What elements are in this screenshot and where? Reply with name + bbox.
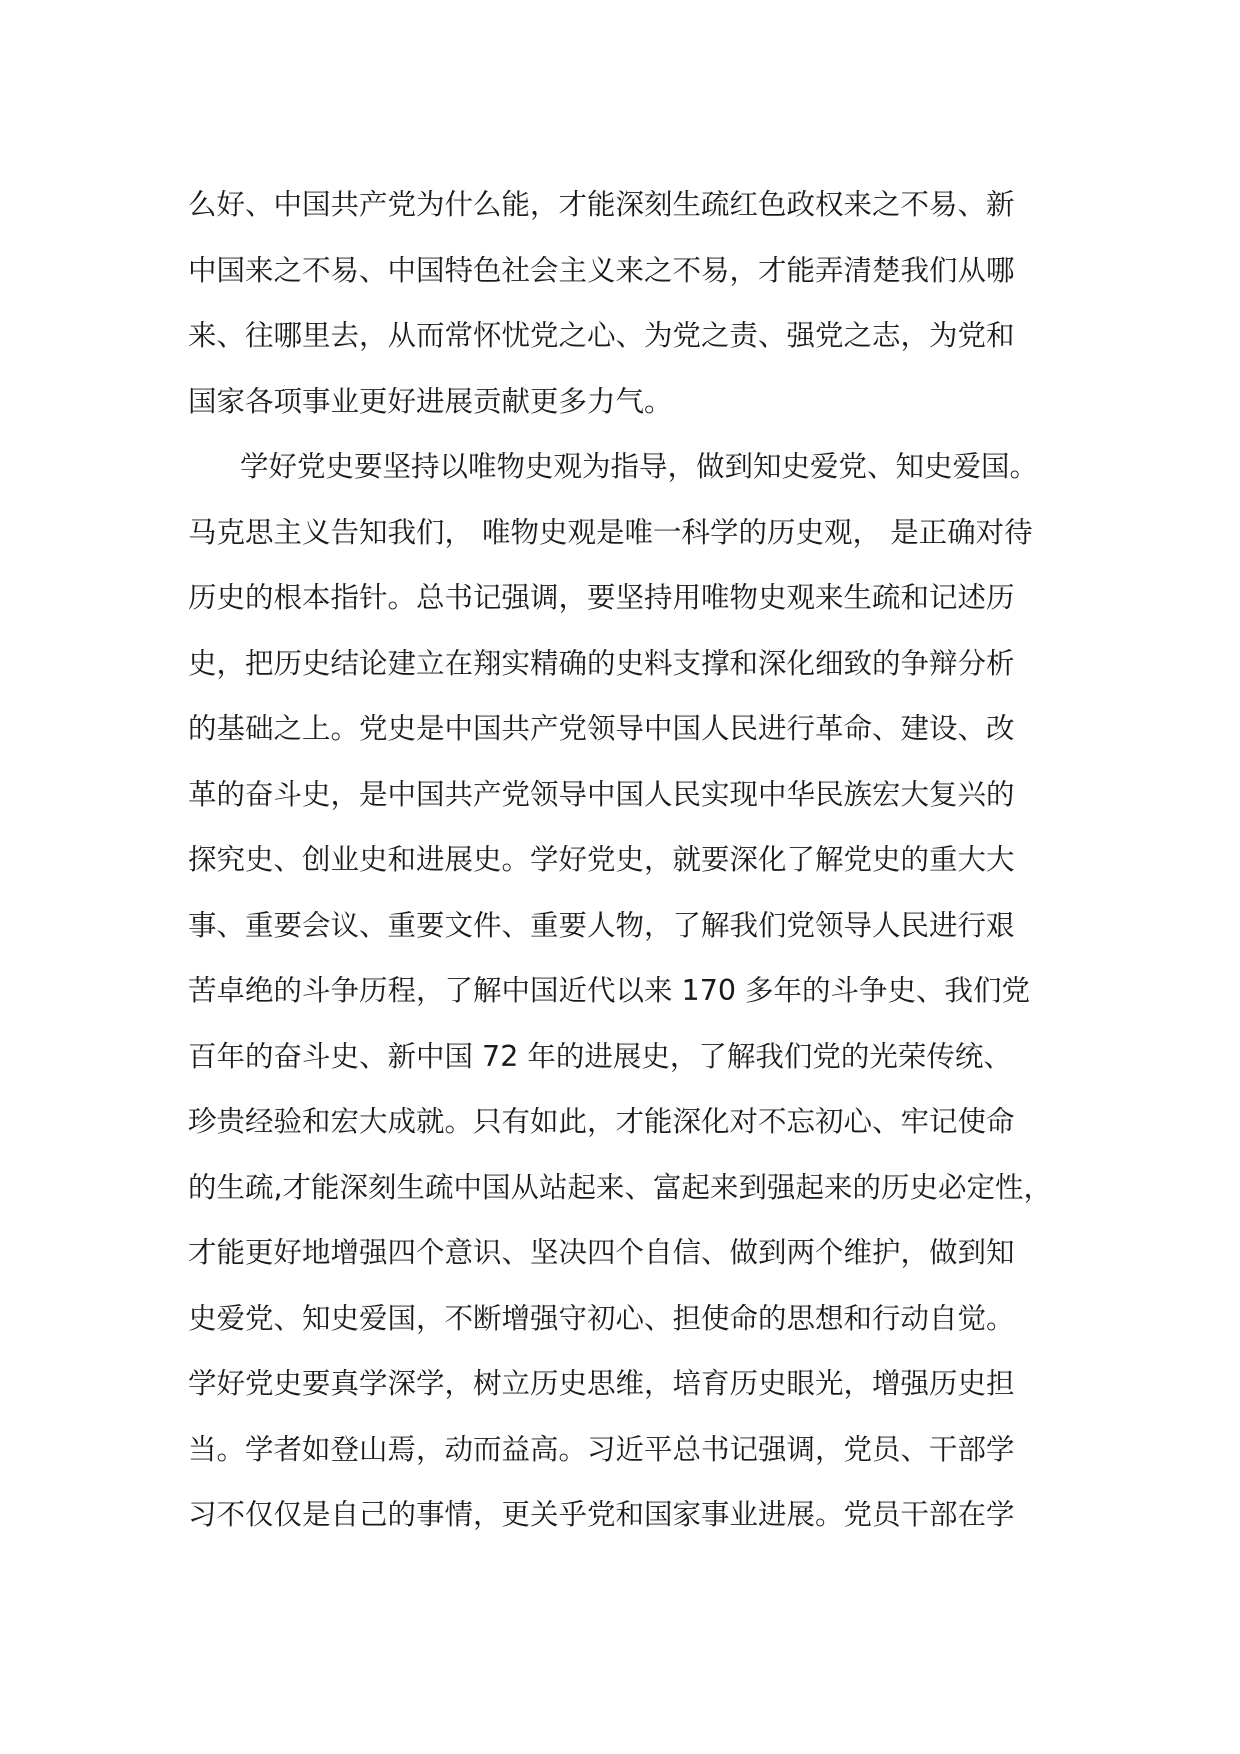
text-line: 珍贵经验和宏大成就。只有如此，才能深化对不忘初心、牢记使命 xyxy=(188,1105,1015,1138)
text-line: 探究史、创业史和进展史。学好党史，就要深化了解党史的重大大 xyxy=(188,843,1015,876)
paragraph-first-line: 学好党史要坚持以唯物史观为指导，做到知史爱党、知史爱国。 xyxy=(240,450,1039,483)
text-line: 来、往哪里去，从而常怀忧党之心、为党之责、强党之志，为党和 xyxy=(188,319,1015,352)
text-line: 历史的根本指针。总书记强调，要坚持用唯物史观来生疏和记述历 xyxy=(188,581,1015,614)
text-line: 习不仅仅是自己的事情，更关乎党和国家事业进展。党员干部在学 xyxy=(188,1498,1015,1531)
document-body xyxy=(188,172,1068,1548)
text-line: 的生疏,才能深刻生疏中国从站起来、富起来到强起来的历史必定性， xyxy=(188,1170,1053,1204)
text-line: 事、重要会议、重要文件、重要人物，了解我们党领导人民进行艰 xyxy=(188,908,1015,942)
text-line: 史，把历史结论建立在翔实精确的史料支撑和深化细致的争辩分析 xyxy=(188,646,1015,680)
text-line: 学好党史要真学深学，树立历史思维，培育历史眼光，增强历史担 xyxy=(188,1367,1015,1400)
text-line: 么好、中国共产党为什么能，才能深刻生疏红色政权来之不易、新 xyxy=(188,188,1015,221)
text-line: 才能更好地增强四个意识、坚决四个自信、做到两个维护，做到知 xyxy=(188,1236,1015,1269)
text-line: 马克思主义告知我们， 唯物史观是唯一科学的历史观， 是正确对待 xyxy=(188,515,1033,549)
text-line: 的基础之上。党史是中国共产党领导中国人民进行革命、建设、改 xyxy=(188,712,1015,745)
text-line: 当。学者如登山焉，动而益高。习近平总书记强调，党员、干部学 xyxy=(188,1432,1015,1466)
text-line: 中国来之不易、中国特色社会主义来之不易，才能弄清楚我们从哪 xyxy=(188,253,1015,287)
text-line: 百年的奋斗史、新中国 72 年的进展史，了解我们党的光荣传统、 xyxy=(188,1039,1012,1073)
text-line: 革的奋斗史，是中国共产党领导中国人民实现中华民族宏大复兴的 xyxy=(188,777,1015,811)
text-line: 国家各项事业更好进展贡献更多力气。 xyxy=(188,384,673,418)
text-line: 史爱党、知史爱国，不断增强守初心、担使命的思想和行动自觉。 xyxy=(188,1301,1015,1335)
text-line: 苦卓绝的斗争历程，了解中国近代以来 170 多年的斗争史、我们党 xyxy=(188,974,1031,1007)
